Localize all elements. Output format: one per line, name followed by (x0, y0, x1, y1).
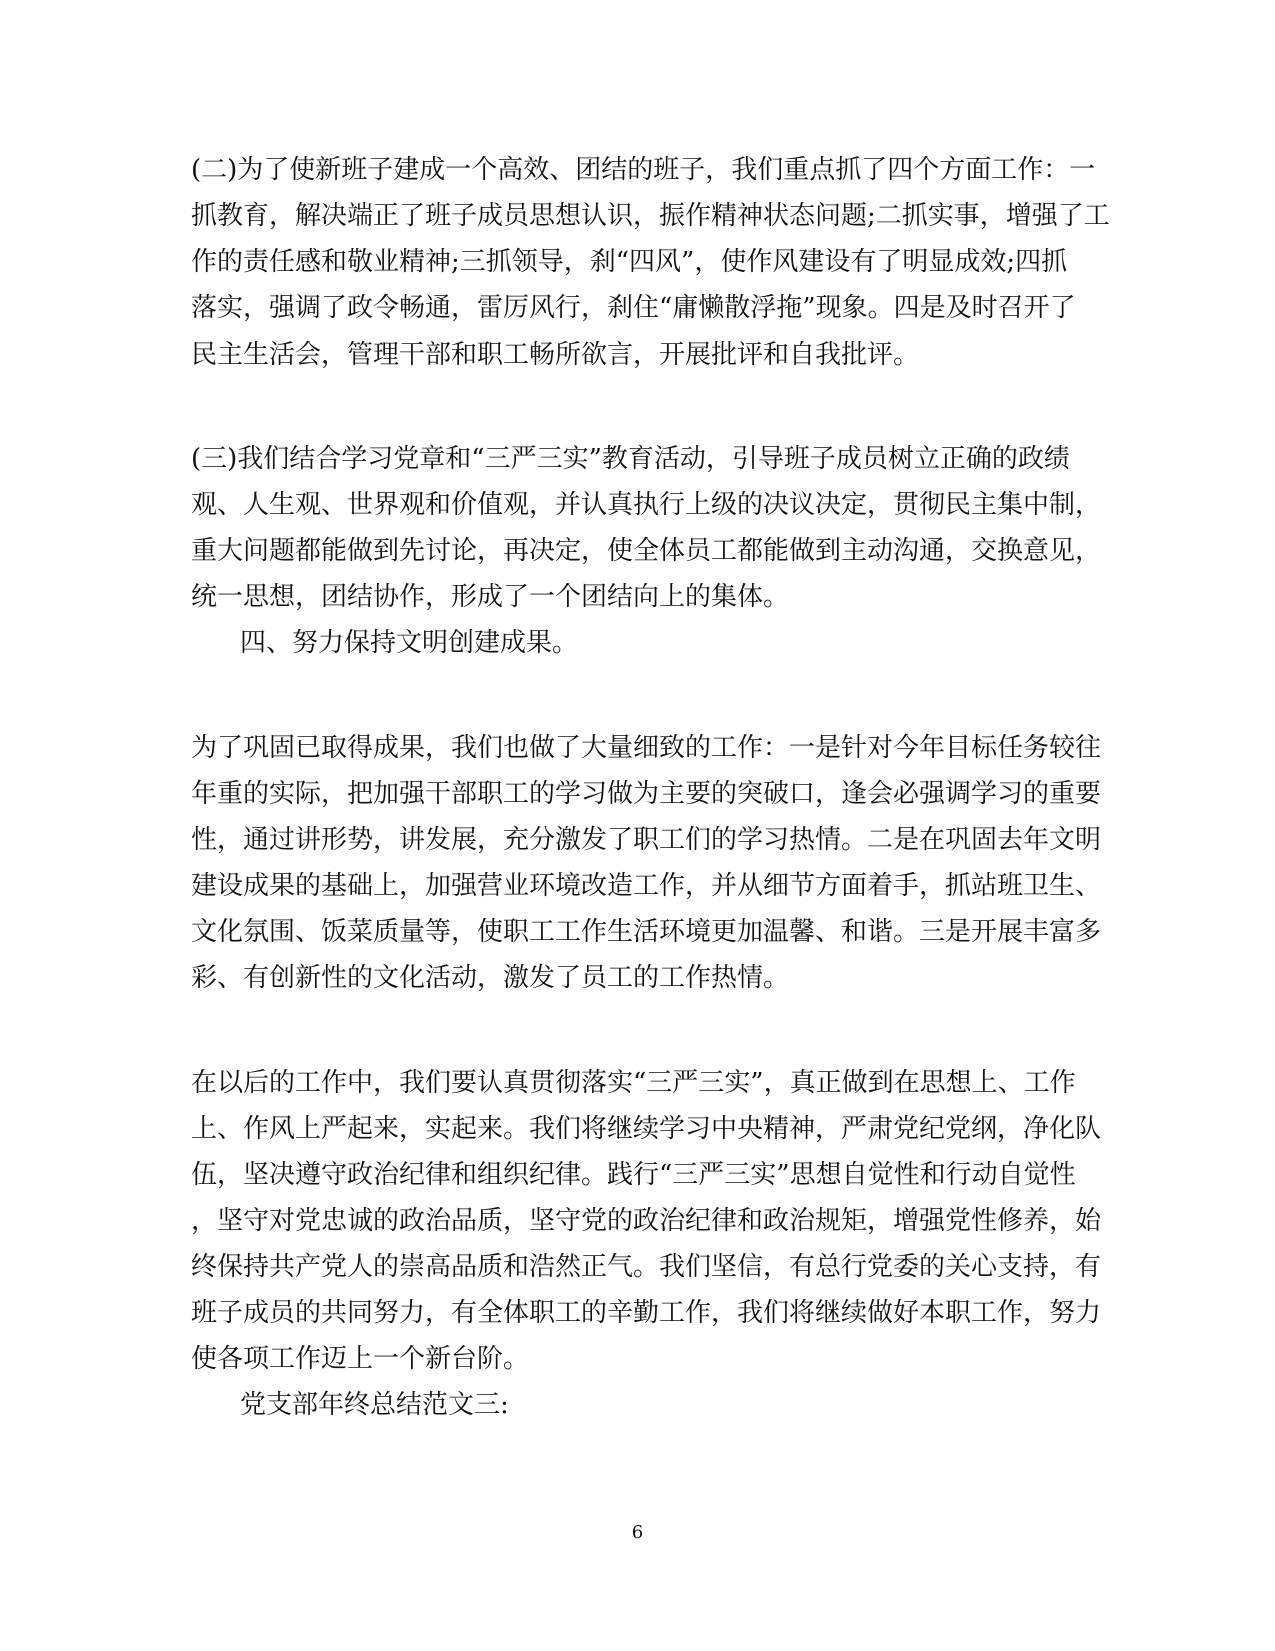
paragraph-2-line-5: 民主生活会，管理干部和职工畅所欲言，开展批评和自我批评。 (191, 340, 920, 370)
paragraph-3-line-4: 统一思想，团结协作，形成了一个团结向上的集体。 (191, 582, 790, 612)
paragraph-3-line-3: 重大问题都能做到先讨论，再决定，使全体员工都能做到主动沟通，交换意见， (191, 536, 1102, 566)
paragraph-2-line-2: 抓教育，解决端正了班子成员思想认识，振作精神状态问题;二抓实事，增强了工 (191, 201, 1110, 231)
paragraph-5-line-3: 伍，坚决遵守政治纪律和组织纪律。践行“三严三实”思想自觉性和行动自觉性 (191, 1160, 1076, 1190)
paragraph-5-line-1: 在以后的工作中，我们要认真贯彻落实“三严三实”，真正做到在思想上、工作 (191, 1068, 1076, 1098)
paragraph-5-line-7: 使各项工作迈上一个新台阶。 (191, 1344, 530, 1374)
paragraph-2-line-3: 作的责任感和敬业精神;三抓领导，刹“四风”，使作风建设有了明显成效;四抓 (191, 247, 1068, 277)
paragraph-4-line-4: 建设成果的基础上，加强营业环境改造工作，并从细节方面着手，抓站班卫生、 (191, 871, 1102, 901)
paragraph-4-line-6: 彩、有创新性的文化活动，激发了员工的工作热情。 (191, 963, 790, 993)
paragraph-3-line-2: 观、人生观、世界观和价值观，并认真执行上级的决议决定，贯彻民主集中制， (191, 490, 1102, 520)
paragraph-3-line-1: (三)我们结合学习党章和“三严三实”教育活动，引导班子成员树立正确的政绩 (191, 444, 1070, 474)
paragraph-4-line-3: 性，通过讲形势，讲发展，充分激发了职工们的学习热情。二是在巩固去年文明 (191, 825, 1102, 855)
paragraph-4-line-1: 为了巩固已取得成果，我们也做了大量细致的工作：一是针对今年目标任务较往 (191, 733, 1102, 763)
paragraph-5-line-2: 上、作风上严起来，实起来。我们将继续学习中央精神，严肃党纪党纲，净化队 (191, 1114, 1102, 1144)
paragraph-4-line-2: 年重的实际，把加强干部职工的学习做为主要的突破口，逢会必强调学习的重要 (191, 779, 1102, 809)
paragraph-5-line-6: 班子成员的共同努力，有全体职工的辛勤工作，我们将继续做好本职工作，努力 (191, 1298, 1102, 1328)
paragraph-2-line-4: 落实，强调了政令畅通，雷厉风行，刹住“庸懒散浮拖”现象。四是及时召开了 (191, 293, 1076, 323)
section-heading-4: 四、努力保持文明创建成果。 (240, 628, 579, 658)
paragraph-5-line-4: ，坚守对党忠诚的政治品质，坚守党的政治纪律和政治规矩，增强党性修养，始 (191, 1206, 1102, 1236)
section-title: 党支部年终总结范文三: (240, 1390, 509, 1420)
paragraph-5-line-5: 终保持共产党人的崇高品质和浩然正气。我们坚信，有总行党委的关心支持，有 (191, 1252, 1102, 1282)
paragraph-4-line-5: 文化氛围、饭菜质量等，使职工工作生活环境更加温馨、和谐。三是开展丰富多 (191, 917, 1102, 947)
page-number: 6 (631, 1522, 644, 1543)
paragraph-2-line-1: (二)为了使新班子建成一个高效、团结的班子，我们重点抓了四个方面工作：一 (191, 155, 1096, 185)
